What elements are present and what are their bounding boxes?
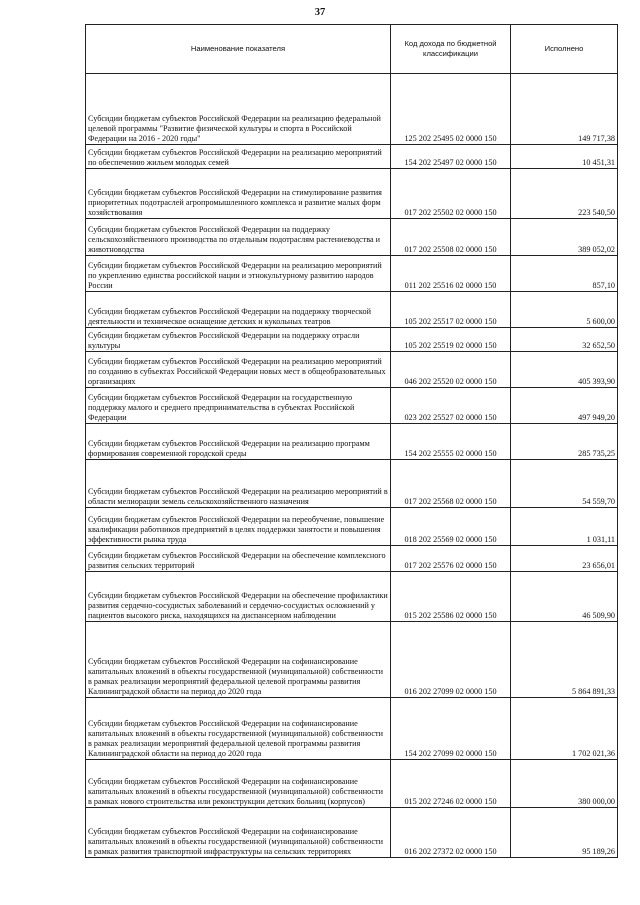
row-code-cell: 154 202 25497 02 0000 150	[391, 145, 511, 169]
row-sum-cell: 389 052,02	[511, 219, 618, 256]
row-name-cell: Субсидии бюджетам субъектов Российской Федерации на государственную поддержку малого и среднего предпринимательства в субъектах Российской Федерации	[86, 388, 391, 424]
row-sum-cell: 380 000,00	[511, 760, 618, 808]
row-code-cell: 046 202 25520 02 0000 150	[391, 352, 511, 388]
table-row	[86, 388, 618, 424]
row-sum-cell: 54 559,70	[511, 460, 618, 508]
row-code-cell: 015 202 27246 02 0000 150	[391, 760, 511, 808]
row-name-cell: Субсидии бюджетам субъектов Российской Федерации на переобучение, повышение квалификации работников предприятий в целях поддержки занятости и повышения эффективности рынка труда	[86, 508, 391, 546]
revenue-table	[85, 24, 618, 858]
row-name-cell: Субсидии бюджетам субъектов Российской Федерации на софинансирование капитальных вложений в объекты государственной (муниципальной) собственности в рамках развития транспортной инфраструктуры на сельских территориях	[86, 808, 391, 858]
row-name-cell: Субсидии бюджетам субъектов Российской Федерации на реализацию мероприятий по обеспечению жильем молодых семей	[86, 145, 391, 169]
table-row	[86, 74, 618, 145]
row-sum-cell: 5 864 891,33	[511, 622, 618, 698]
table-row	[86, 698, 618, 760]
row-code-cell: 105 202 25517 02 0000 150	[391, 292, 511, 328]
row-name-cell: Субсидии бюджетам субъектов Российской Федерации на софинансирование капитальных вложений в объекты государственной (муниципальной) собственности в рамках нового строительства или реконструкции детских больниц (корпусов)	[86, 760, 391, 808]
row-name-cell: Субсидии бюджетам субъектов Российской Федерации на реализацию мероприятий по укреплению единства российской нации и этнокультурному развитию народов России	[86, 256, 391, 292]
row-sum-cell: 95 189,26	[511, 808, 618, 858]
row-name-cell: Субсидии бюджетам субъектов Российской Федерации на софинансирование капитальных вложений в объекты государственной (муниципальной) собственности в рамках реализации мероприятий федеральной целевой программы развития Калининградской области на период до 2020 года	[86, 698, 391, 760]
row-name-cell: Субсидии бюджетам субъектов Российской Федерации на обеспечение профилактики развития сердечно-сосудистых заболеваний и сердечно-сосудистых осложнений у пациентов высокого риска, находящихся на диспансерном наблюдении	[86, 572, 391, 622]
row-sum-cell: 1 702 021,36	[511, 698, 618, 760]
row-sum-cell: 5 600,00	[511, 292, 618, 328]
table-row	[86, 219, 618, 256]
row-sum-cell: 857,10	[511, 256, 618, 292]
row-sum-cell: 405 393,90	[511, 352, 618, 388]
page-number: 37	[314, 7, 326, 18]
row-code-cell: 017 202 25576 02 0000 150	[391, 546, 511, 572]
row-sum-cell: 32 652,50	[511, 328, 618, 352]
column-header-code: Код дохода по бюджетной классификации	[391, 25, 511, 74]
row-sum-cell: 223 540,50	[511, 169, 618, 219]
row-name-cell: Субсидии бюджетам субъектов Российской Федерации на поддержку отрасли культуры	[86, 328, 391, 352]
row-name-cell: Субсидии бюджетам субъектов Российской Федерации на поддержку сельскохозяйственного производства по отдельным подотраслям растениеводства и животноводства	[86, 219, 391, 256]
row-sum-cell: 1 031,11	[511, 508, 618, 546]
table-row	[86, 352, 618, 388]
row-code-cell: 015 202 25586 02 0000 150	[391, 572, 511, 622]
table-row	[86, 424, 618, 460]
row-code-cell: 023 202 25527 02 0000 150	[391, 388, 511, 424]
row-code-cell: 154 202 27099 02 0000 150	[391, 698, 511, 760]
row-code-cell: 017 202 25568 02 0000 150	[391, 460, 511, 508]
row-code-cell: 011 202 25516 02 0000 150	[391, 256, 511, 292]
row-code-cell: 017 202 25508 02 0000 150	[391, 219, 511, 256]
table-row	[86, 546, 618, 572]
table-row	[86, 145, 618, 169]
column-header-sum: Исполнено	[511, 25, 618, 74]
table-row	[86, 808, 618, 858]
table-header-row	[86, 25, 618, 74]
row-code-cell: 125 202 25495 02 0000 150	[391, 74, 511, 145]
row-sum-cell: 46 509,90	[511, 572, 618, 622]
row-name-cell: Субсидии бюджетам субъектов Российской Федерации на реализацию мероприятий в области мелиорации земель сельскохозяйственного назначения	[86, 460, 391, 508]
row-code-cell: 018 202 25569 02 0000 150	[391, 508, 511, 546]
row-code-cell: 016 202 27372 02 0000 150	[391, 808, 511, 858]
row-name-cell: Субсидии бюджетам субъектов Российской Федерации на реализацию мероприятий по созданию в субъектах Российской Федерации новых мест в общеобразовательных организациях	[86, 352, 391, 388]
row-sum-cell: 285 735,25	[511, 424, 618, 460]
table-row	[86, 256, 618, 292]
row-code-cell: 105 202 25519 02 0000 150	[391, 328, 511, 352]
row-code-cell: 016 202 27099 02 0000 150	[391, 622, 511, 698]
table-row	[86, 508, 618, 546]
table-row	[86, 622, 618, 698]
row-name-cell: Субсидии бюджетам субъектов Российской Федерации на обеспечение комплексного развития сельских территорий	[86, 546, 391, 572]
table-row	[86, 328, 618, 352]
row-sum-cell: 497 949,20	[511, 388, 618, 424]
table-row	[86, 460, 618, 508]
row-name-cell: Субсидии бюджетам субъектов Российской Федерации на стимулирование развития приоритетных подотраслей агропромышленного комплекса и развитие малых форм хозяйствования	[86, 169, 391, 219]
column-header-name: Наименование показателя	[86, 25, 391, 74]
row-name-cell: Субсидии бюджетам субъектов Российской Федерации на реализацию программ формирования современной городской среды	[86, 424, 391, 460]
table-row	[86, 572, 618, 622]
table-row	[86, 169, 618, 219]
row-name-cell: Субсидии бюджетам субъектов Российской Федерации на поддержку творческой деятельности и техническое оснащение детских и кукольных театров	[86, 292, 391, 328]
row-code-cell: 017 202 25502 02 0000 150	[391, 169, 511, 219]
row-sum-cell: 23 656,01	[511, 546, 618, 572]
table-row	[86, 292, 618, 328]
table-row	[86, 760, 618, 808]
row-code-cell: 154 202 25555 02 0000 150	[391, 424, 511, 460]
row-name-cell: Субсидии бюджетам субъектов Российской Федерации на реализацию федеральной целевой программы "Развитие физической культуры и спорта в Российской Федерации на 2016 - 2020 годы"	[86, 74, 391, 145]
row-sum-cell: 149 717,38	[511, 74, 618, 145]
row-sum-cell: 10 451,31	[511, 145, 618, 169]
row-name-cell: Субсидии бюджетам субъектов Российской Федерации на софинансирование капитальных вложений в объекты государственной (муниципальной) собственности в рамках реализации мероприятий федеральной целевой программы развития Калининградской области на период до 2020 года	[86, 622, 391, 698]
